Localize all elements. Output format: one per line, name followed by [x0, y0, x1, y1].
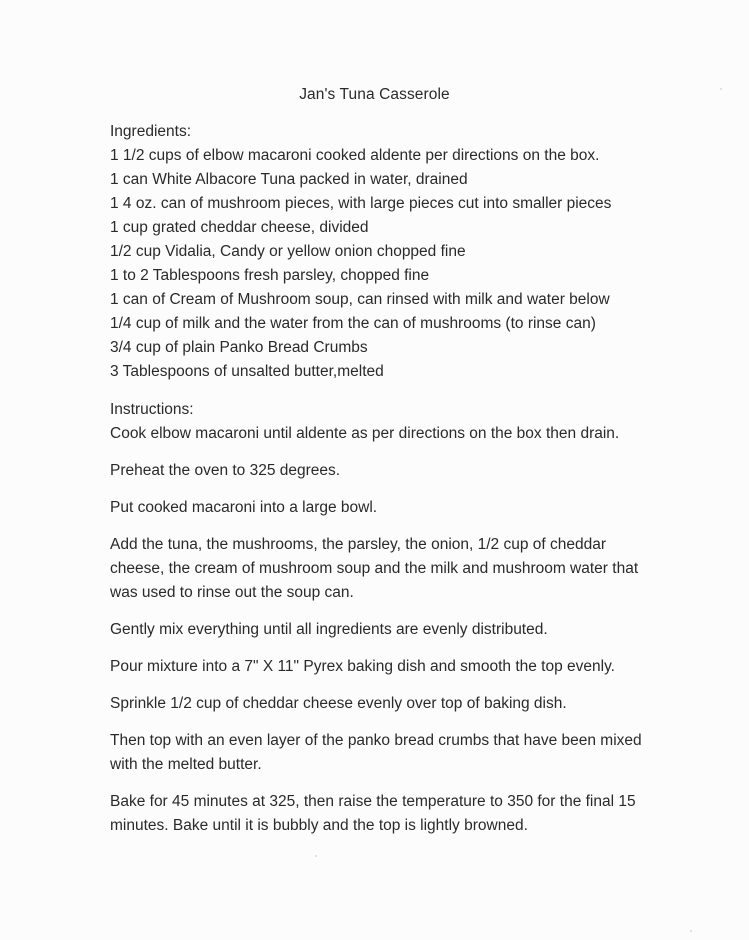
instruction-step: Add the tuna, the mushrooms, the parsley, the onion, 1/2 cup of cheddar cheese, the cream of mushroom soup and the milk and mushroom water that was used to rinse out the soup can. — [110, 536, 639, 601]
ingredient-item: 1 can of Cream of Mushroom soup, can rinsed with milk and water below — [110, 291, 610, 308]
scan-speck — [315, 855, 317, 857]
ingredient-item: 1 cup grated cheddar cheese, divided — [110, 219, 369, 236]
ingredient-item: 1 to 2 Tablespoons fresh parsley, chopped fine — [110, 267, 430, 284]
ingredient-item: 1/2 cup Vidalia, Candy or yellow onion chopped fine — [110, 243, 466, 260]
scan-speck — [690, 930, 692, 932]
instructions-heading: Instructions: — [110, 401, 194, 418]
recipe-title: Jan's Tuna Casserole — [299, 86, 450, 103]
ingredient-item: 1/4 cup of milk and the water from the can of mushrooms (to rinse can) — [110, 315, 596, 332]
recipe-body — [110, 120, 650, 851]
instruction-step: Put cooked macaroni into a large bowl. — [110, 499, 378, 516]
instruction-step: Preheat the oven to 325 degrees. — [110, 462, 341, 479]
ingredient-item: 1 can White Albacore Tuna packed in water, drained — [110, 171, 468, 188]
ingredients-list — [110, 144, 650, 384]
ingredient-item: 3 Tablespoons of unsalted butter,melted — [110, 363, 384, 380]
ingredients-heading: Ingredients: — [110, 123, 191, 140]
instruction-step: Bake for 45 minutes at 325, then raise the temperature to 350 for the final 15 minutes. Bake until it is bubbly and the top is lightly browned. — [110, 793, 636, 834]
instruction-step: Cook elbow macaroni until aldente as per directions on the box then drain. — [110, 425, 620, 442]
instruction-step: Then top with an even layer of the panko bread crumbs that have been mixed with the melted butter. — [110, 732, 642, 773]
instruction-step: Gently mix everything until all ingredients are evenly distributed. — [110, 621, 548, 638]
instruction-step: Sprinkle 1/2 cup of cheddar cheese evenly over top of baking dish. — [110, 695, 567, 712]
instruction-step: Pour mixture into a 7" X 11" Pyrex baking dish and smooth the top evenly. — [110, 658, 615, 675]
ingredient-item: 3/4 cup of plain Panko Bread Crumbs — [110, 339, 368, 356]
ingredient-item: 1 1/2 cups of elbow macaroni cooked aldente per directions on the box. — [110, 147, 600, 164]
ingredient-item: 1 4 oz. can of mushroom pieces, with large pieces cut into smaller pieces — [110, 195, 612, 212]
